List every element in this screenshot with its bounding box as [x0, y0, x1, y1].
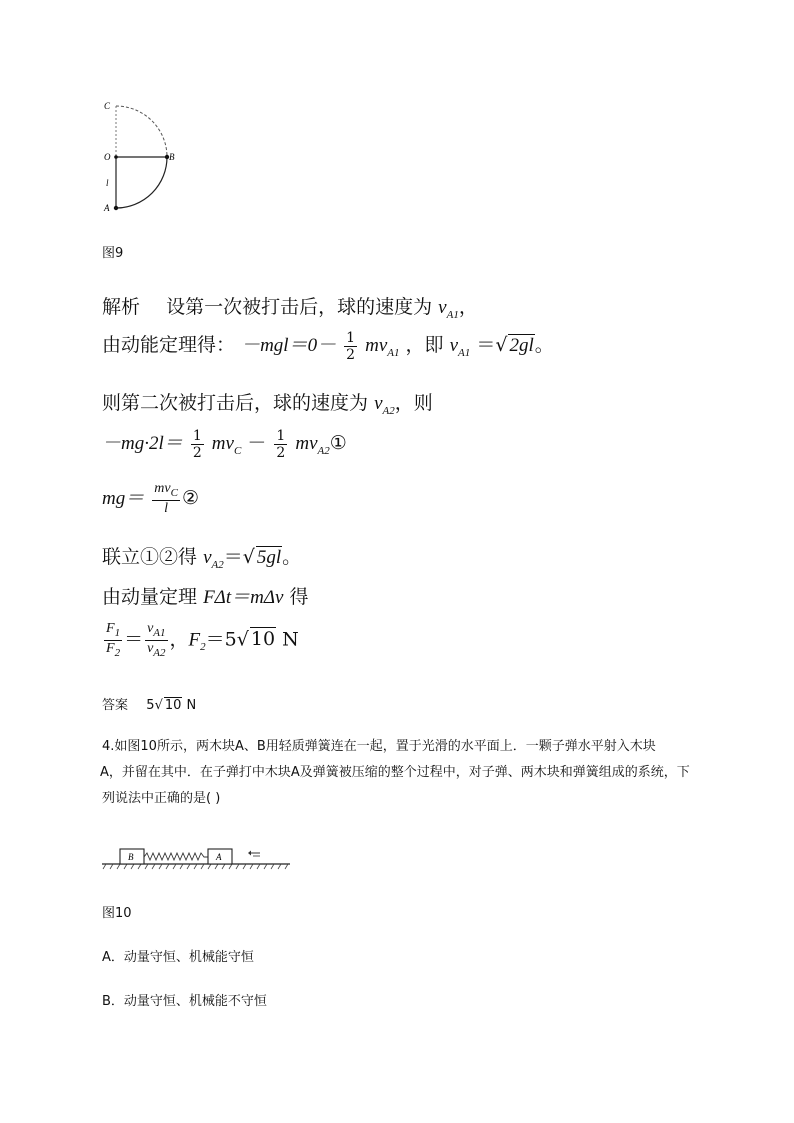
- numerator: [104, 622, 122, 641]
- sqrt-content: 5gl: [256, 547, 282, 568]
- equals: ＝: [476, 334, 496, 356]
- spring: [144, 853, 208, 860]
- text: 则第二次被打击后，球的速度为: [102, 392, 369, 414]
- block-a-label: A: [216, 852, 222, 862]
- symbol-v: v: [374, 393, 383, 414]
- fraction-half: [274, 429, 287, 460]
- equation-part: mg＝: [102, 487, 145, 509]
- solution-line-6: 联立①②得 $v_{A2}=√$ 5gl。: [102, 546, 302, 571]
- minus: －: [247, 432, 267, 454]
- point-o: [114, 155, 118, 159]
- unit: N: [276, 628, 299, 651]
- symbol-sub: A1: [446, 308, 459, 321]
- equation-part: －mgl＝0－: [241, 335, 337, 356]
- ground-hatching: [103, 864, 288, 869]
- equation-part: mv: [295, 433, 318, 454]
- symbol-sub: A2: [382, 404, 395, 417]
- numerator: [152, 482, 180, 501]
- figure-9-caption: 图9: [102, 246, 124, 261]
- bullet-icon: [248, 851, 260, 857]
- solution-line-7: [102, 582, 308, 609]
- denominator: 2: [346, 346, 356, 363]
- dashed-arc-bc: [116, 106, 167, 157]
- block-b-label: B: [128, 852, 134, 862]
- denominator: [106, 641, 120, 659]
- fraction-mv2-l: [152, 482, 180, 516]
- text: ，即: [405, 334, 444, 356]
- symbol-sub: A2: [153, 646, 166, 659]
- text: 联立①②得: [102, 546, 198, 568]
- value: ＝5: [205, 628, 237, 651]
- symbol-v: v: [449, 335, 459, 356]
- solution-label: 解析: [102, 296, 141, 318]
- option-b[interactable]: B．动量守恒、机械能不守恒: [102, 994, 267, 1009]
- answer-line: 答案 5√ 10 N: [102, 698, 197, 713]
- denominator: [147, 641, 165, 659]
- sqrt-content: 10: [164, 698, 182, 713]
- equals: ＝: [223, 546, 243, 568]
- symbol-sub: C: [233, 444, 242, 457]
- figure-10-caption: 图10: [102, 906, 132, 921]
- numerator: [145, 622, 167, 641]
- label-l: l: [106, 178, 109, 188]
- answer-value: 5: [146, 698, 155, 713]
- symbol-sub: 2: [200, 641, 206, 654]
- symbol-v: v: [203, 547, 212, 568]
- symbol-f: F: [188, 629, 201, 651]
- equation-part: －mg·2l＝: [102, 433, 183, 454]
- circled-number: ②: [181, 486, 199, 509]
- sqrt-content: 2gl: [509, 335, 534, 356]
- fraction-half: [191, 429, 204, 460]
- solution-line-1-text: 设第一次被打击后，球的速度为: [166, 296, 433, 318]
- symbol-sub: A1: [153, 626, 166, 639]
- question-4-line-2: A，并留在其中．在子弹打中木块A及弹簧被压缩的整个过程中，对子弹、两木块和弹簧组成的系统，下: [100, 765, 690, 780]
- fraction-f1-f2: [104, 622, 122, 659]
- point-a: [114, 206, 118, 210]
- denominator: 2: [192, 444, 202, 461]
- numerator: 1: [276, 427, 286, 444]
- equation-part: mv: [211, 433, 234, 454]
- question-4-line-3: 列说法中正确的是( ): [102, 791, 221, 806]
- punct: 。: [534, 334, 554, 356]
- equation-part: FΔt＝mΔv: [203, 587, 284, 608]
- label-a: A: [104, 203, 110, 213]
- denominator: 2: [276, 444, 286, 461]
- equals: ＝: [124, 628, 144, 651]
- text: 由动量定理: [102, 586, 198, 608]
- figure-9-diagram: [100, 96, 190, 216]
- symbol-sub: C: [170, 486, 178, 499]
- solution-line-2: 由动能定理得： －mgl＝0－ $\frac{1}{2}$ $mv_{A1}$ ，即 $v_{A1}$ ＝√ 2gl。: [102, 329, 554, 363]
- denominator-text: v: [147, 640, 154, 656]
- solid-arc-ab: [116, 157, 167, 208]
- denominator: l: [164, 500, 169, 516]
- solution-line-4: [102, 428, 347, 460]
- numerator-text: F: [106, 621, 115, 636]
- equation-part: mv: [365, 335, 388, 356]
- symbol-sub: A1: [458, 346, 471, 359]
- text: 得: [289, 586, 309, 608]
- option-a[interactable]: A．动量守恒、机械能守恒: [102, 950, 254, 965]
- fraction-half: [344, 331, 357, 362]
- numerator: 1: [192, 427, 202, 444]
- solution-line-8: $\frac{F_1}{F_2}$ ＝ $\frac{v_{A1}}{v_{A2}}$ ，$F_2=5√$ 10 N: [106, 621, 299, 659]
- label-b: B: [169, 152, 175, 162]
- numerator-text: v: [147, 621, 154, 636]
- numerator: 1: [346, 329, 356, 346]
- circled-number: ①: [329, 432, 347, 454]
- symbol-sub: A2: [317, 444, 330, 457]
- symbol-sub: 1: [114, 626, 121, 639]
- solution-line-3: [102, 388, 433, 417]
- solution-line-1: [102, 292, 478, 321]
- symbol-sub: 2: [114, 646, 121, 659]
- punct: ，: [458, 296, 478, 318]
- unit: N: [182, 698, 197, 713]
- numerator-text: mv: [154, 481, 171, 496]
- figure-10-diagram: [100, 842, 292, 872]
- symbol-sub: A2: [211, 558, 224, 571]
- text: ，则: [394, 392, 433, 414]
- label-o: O: [104, 152, 111, 162]
- label-c: C: [104, 101, 111, 111]
- symbol-sub: A1: [387, 346, 400, 359]
- denominator-text: F: [106, 640, 115, 656]
- solution-line-5: [102, 482, 199, 516]
- question-4-line-1: 4.如图10所示，两木块A、B用轻质弹簧连在一起，置于光滑的水平面上．一颗子弹水平射入木块: [102, 739, 656, 754]
- punct: 。: [282, 546, 302, 568]
- symbol-v: v: [438, 297, 447, 318]
- answer-label: 答案: [102, 698, 129, 713]
- sqrt-content: 10: [250, 628, 276, 651]
- question-4: [102, 734, 722, 812]
- punct: ，: [169, 628, 189, 651]
- text: 由动能定理得：: [102, 334, 236, 356]
- fraction-va1-va2: [145, 622, 167, 659]
